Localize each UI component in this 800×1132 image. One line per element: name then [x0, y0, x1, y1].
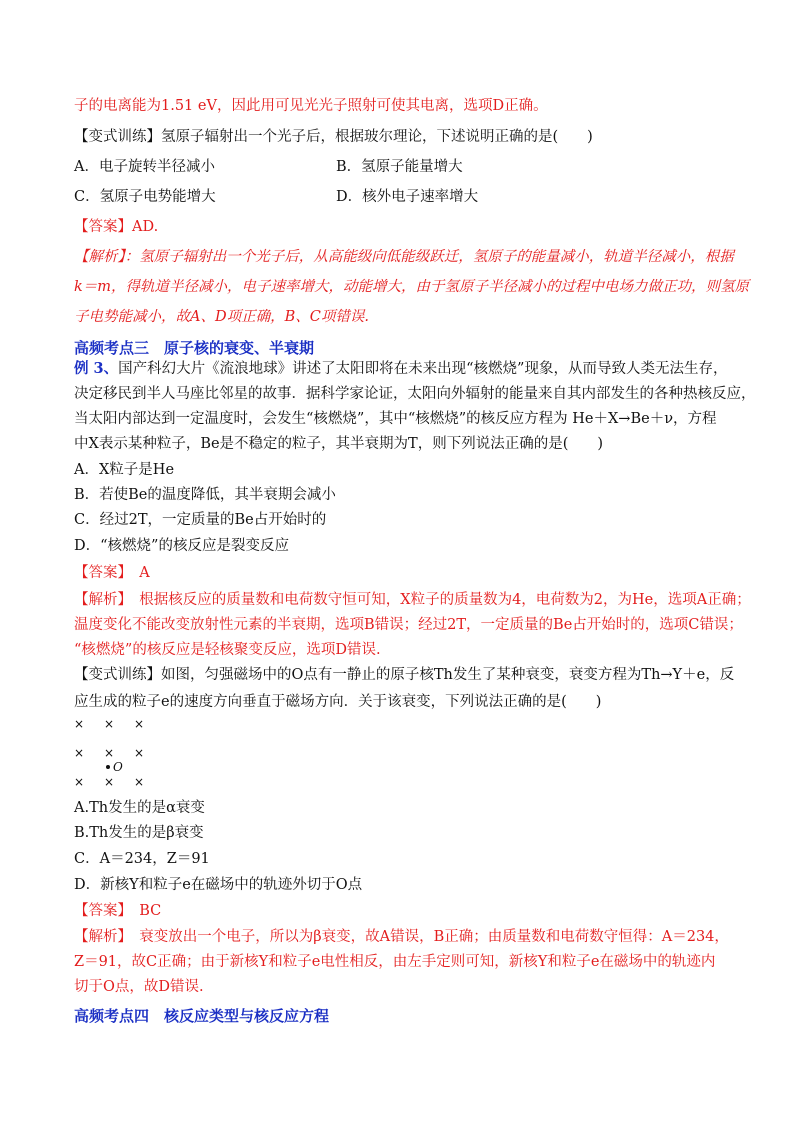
example-text: 国产科幻大片《流浪地球》讲述了太阳即将在未来出现“核燃烧”现象，从而导致人类无法生存， [118, 361, 728, 377]
option-a: A．X粒子是He [74, 462, 175, 478]
option-b: B．若使Be的温度降低，其半衰期会减小 [74, 487, 336, 503]
field-cross-mark: × [104, 775, 115, 789]
analysis-line: k＝m，得轨道半径减小，电子速率增大，动能增大，由于氢原子半径减小的过程中电场力做正功，则氢原 [74, 279, 750, 295]
field-cross-mark: × [104, 717, 115, 731]
option-c: C．A＝234，Z＝91 [74, 851, 210, 867]
option-d: D．新核Y和粒子e在磁场中的轨迹外切于O点 [74, 877, 363, 893]
analysis-line: 【解析】：氢原子辐射出一个光子后，从高能级向低能级跃迁，氢原子的能量减小，轨道半径减小，根据 [74, 249, 734, 265]
option-b: B．氢原子能量增大 [336, 159, 463, 175]
option-row [74, 157, 740, 177]
analysis-line: “核燃烧”的核反应是轻核聚变反应，选项D错误. [74, 642, 381, 658]
origin-label: O [113, 760, 123, 774]
example-label: 例 3、 [74, 360, 119, 377]
analysis-line: 切于O点，故D错误. [74, 979, 204, 995]
field-cross-mark: × [134, 775, 145, 789]
exercise-question: 【变式训练】如图，匀强磁场中的O点有一静止的原子核Th发生了某种衰变，衰变方程为Th→Y＋e，反 [74, 667, 735, 683]
field-cross-mark: × [134, 717, 145, 731]
answer-line: 【答案】 BC [74, 903, 162, 919]
option-a: A．电子旋转半径减小 [74, 159, 215, 175]
text-line: 当太阳内部达到一定温度时，会发生“核燃烧”，其中“核燃烧”的核反应方程为 He＋X→Be＋ν，方程 [74, 411, 717, 427]
option-b: B.Th发生的是β衰变 [74, 825, 204, 841]
field-cross-mark: × [74, 746, 85, 760]
text-line: 子的电离能为1.51 eV，因此用可见光光子照射可使其电离，选项D正确。 [74, 98, 548, 114]
field-cross-mark: × [104, 746, 115, 760]
option-c: C．经过2T，一定质量的Be占开始时的 [74, 512, 327, 528]
text-line: 决定移民到半人马座比邻星的故事．据科学家论证，太阳向外辐射的能量来自其内部发生的各种热核反应， [74, 386, 756, 402]
field-cross-mark: × [134, 746, 145, 760]
origin-point [106, 765, 110, 769]
option-d: D．核外电子速率增大 [336, 189, 479, 205]
analysis-line: 子电势能减小，故A、D项正确，B、C项错误. [74, 309, 369, 325]
field-cross-mark: × [74, 775, 85, 789]
example-line [74, 359, 740, 379]
text-line: 应生成的粒子e的速度方向垂直于磁场方向．关于该衰变，下列说法正确的是( ) [74, 694, 602, 710]
option-row [74, 187, 740, 207]
text-line: 中X表示某种粒子，Be是不稳定的粒子，其半衰期为T，则下列说法正确的是( ) [74, 436, 604, 452]
answer-line: 【答案】AD. [74, 219, 159, 235]
option-c: C．氢原子电势能增大 [74, 189, 216, 205]
analysis-line: 【解析】 衰变放出一个电子，所以为β衰变，故A错误，B正确；由质量数和电荷数守恒得：A＝234， [74, 929, 729, 945]
option-a: A.Th发生的是α衰变 [74, 800, 205, 816]
analysis-line: 温度变化不能改变放射性元素的半衰期，选项B错误；经过2T，一定质量的Be占开始时的，选项C错误； [74, 617, 743, 633]
answer-line: 【答案】 A [74, 565, 150, 581]
field-cross-mark: × [74, 717, 85, 731]
exercise-question: 【变式训练】氢原子辐射出一个光子后，根据玻尔理论，下述说明正确的是( ) [74, 129, 593, 145]
analysis-line: 【解析】 根据核反应的质量数和电荷数守恒可知，X粒子的质量数为4，电荷数为2，为He，选项A正确； [74, 592, 751, 608]
section-heading: 高频考点三 原子核的衰变、半衰期 [74, 339, 315, 357]
section-heading: 高频考点四 核反应类型与核反应方程 [74, 1007, 330, 1025]
option-d: D．“核燃烧”的核反应是裂变反应 [74, 538, 289, 554]
analysis-line: Z＝91，故C正确；由于新核Y和粒子e电性相反，由左手定则可知，新核Y和粒子e在磁场中的轨迹内 [74, 954, 716, 970]
